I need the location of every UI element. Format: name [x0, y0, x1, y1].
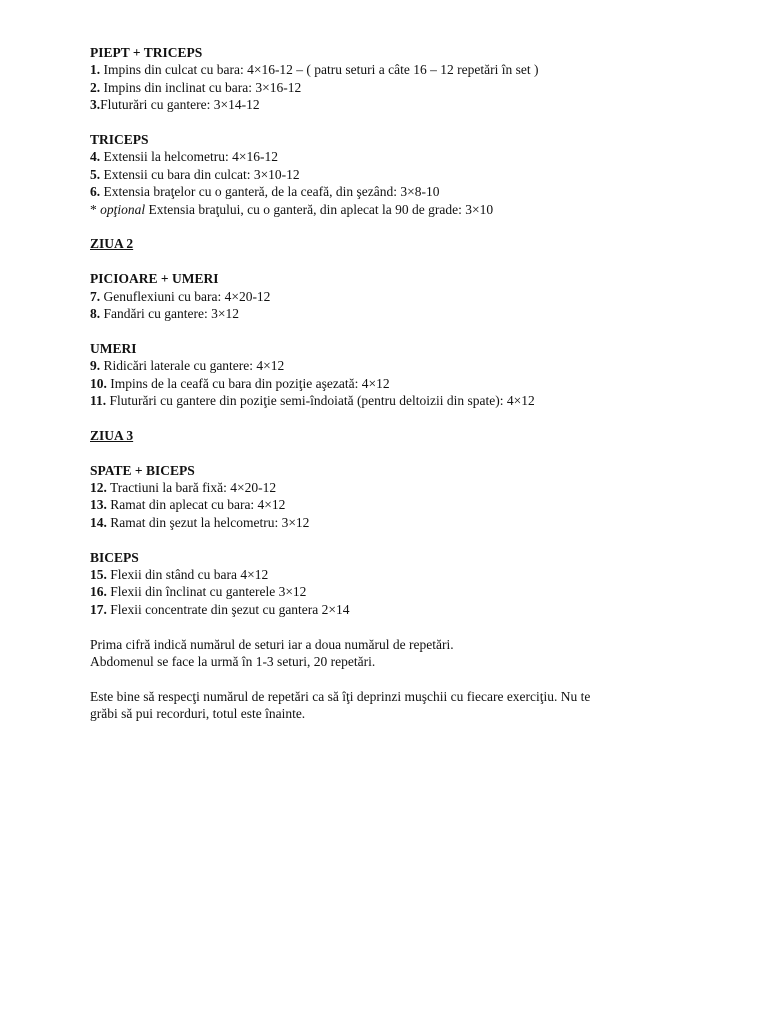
- exercise-item: 5. Extensii cu bara din culcat: 3×10-12: [90, 166, 300, 182]
- exercise-item: 13. Ramat din aplecat cu bara: 4×12: [90, 497, 286, 513]
- section-heading: BICEPS: [90, 549, 139, 565]
- exercise-item: 8. Fandări cu gantere: 3×12: [90, 306, 239, 322]
- exercise-item: 17. Flexii concentrate din şezut cu gantera 2×14: [90, 601, 350, 617]
- section-heading: TRICEPS: [90, 132, 149, 148]
- exercise-item: 12. Tractiuni la bară fixă: 4×20-12: [90, 480, 277, 496]
- exercise-item: 2. Impins din inclinat cu bara: 3×16-12: [90, 79, 302, 95]
- note-line: Prima cifră indică numărul de seturi iar a doua numărul de repetări.: [90, 636, 454, 652]
- exercise-item: 3.Fluturări cu gantere: 3×14-12: [90, 97, 260, 113]
- exercise-item: 11. Fluturări cu gantere din poziţie semi-îndoiată (pentru deltoizii din spate): 4×12: [90, 393, 535, 409]
- exercise-item: 4. Extensii la helcometru: 4×16-12: [90, 149, 278, 165]
- section-heading: PIEPT + TRICEPS: [90, 45, 203, 60]
- note-line: Este bine să respecţi numărul de repetări ca să îţi deprinzi muşchii cu fiecare exerciţiu. Nu te: [90, 688, 591, 704]
- exercise-item: 9. Ridicări laterale cu gantere: 4×12: [90, 358, 285, 374]
- section-heading: PICIOARE + UMERI: [90, 271, 219, 287]
- day-heading: ZIUA 3: [90, 427, 134, 443]
- exercise-item: 7. Genuflexiuni cu bara: 4×20-12: [90, 288, 271, 304]
- section-heading: UMERI: [90, 340, 137, 356]
- exercise-item: 10. Impins de la ceafă cu bara din poziţie aşezată: 4×12: [90, 375, 390, 391]
- note-line: Abdomenul se face la urmă în 1-3 seturi, 20 repetări.: [90, 654, 376, 670]
- exercise-item: 14. Ramat din şezut la helcometru: 3×12: [90, 514, 310, 530]
- exercise-item: 1. Impins din culcat cu bara: 4×16-12 – ( patru seturi a câte 16 – 12 repetări în set ): [90, 62, 539, 78]
- optional-exercise: * opţional Extensia braţului, cu o ganteră, din aplecat la 90 de grade: 3×10: [90, 201, 494, 217]
- exercise-item: 16. Flexii din înclinat cu ganterele 3×12: [90, 584, 307, 600]
- document-page: [90, 44, 690, 723]
- section-heading: SPATE + BICEPS: [90, 462, 195, 478]
- note-line: grăbi să pui recorduri, totul este înainte.: [90, 706, 306, 722]
- exercise-item: 15. Flexii din stând cu bara 4×12: [90, 567, 269, 583]
- day-heading: ZIUA 2: [90, 236, 134, 252]
- exercise-item: 6. Extensia braţelor cu o ganteră, de la ceafă, din şezând: 3×8-10: [90, 184, 440, 200]
